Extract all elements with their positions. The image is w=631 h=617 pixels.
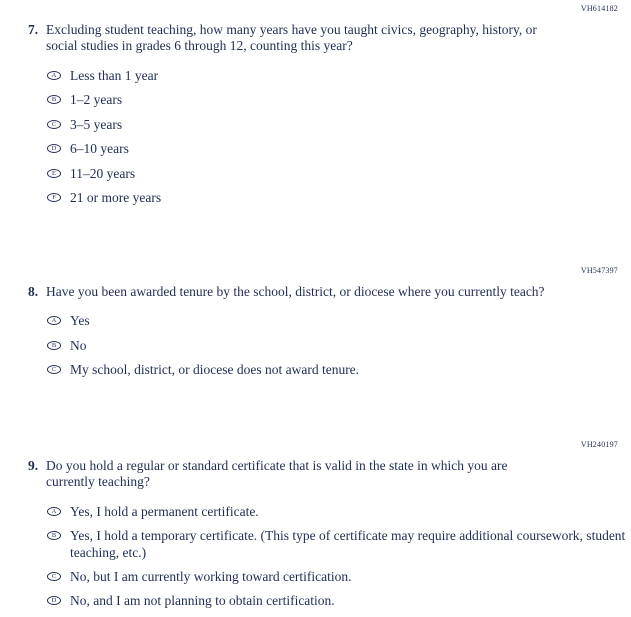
option-label: 3–5 years (70, 116, 123, 132)
answer-bubble[interactable] (47, 71, 61, 80)
answer-option (47, 92, 631, 108)
accession-code: VH240197 (580, 439, 618, 449)
answer-bubble[interactable] (47, 365, 61, 374)
bubble-letter: A (51, 507, 57, 515)
answer-option (47, 338, 631, 354)
option-label: Less than 1 year (70, 67, 159, 83)
bubble-letter: D (51, 145, 57, 153)
option-label: Yes (70, 313, 90, 329)
question-text: Do you hold a regular or standard certificate that is valid in the state in which you are currently teaching? (46, 457, 508, 490)
answer-bubble[interactable] (47, 144, 61, 153)
answer-option (47, 166, 631, 182)
answer-option (47, 190, 631, 206)
option-label: Yes, I hold a permanent certificate. (70, 503, 259, 519)
answer-option (47, 68, 631, 84)
accession-code: VH614182 (580, 4, 618, 13)
bubble-letter: C (51, 366, 57, 374)
question-number: 7. (28, 22, 39, 37)
bubble-letter: E (52, 169, 56, 177)
answer-options (0, 68, 631, 207)
option-label: Yes, I hold a temporary certificate. (This type of certificate may require additional coursework, student teaching, etc.) (70, 528, 626, 560)
answer-option (47, 141, 631, 157)
question-text: Excluding student teaching, how many years have you taught civics, geography, history, or social studies in grades 6 through 12, counting this year? (46, 22, 537, 54)
accession-code: VH547397 (580, 265, 618, 275)
answer-bubble[interactable] (47, 341, 61, 350)
answer-option (47, 504, 631, 520)
question-7 (0, 22, 631, 55)
answer-option (47, 117, 631, 133)
question-block-8 (0, 266, 631, 379)
option-label: 6–10 years (70, 141, 129, 157)
question-9 (0, 458, 631, 491)
question-block-7 (0, 4, 631, 207)
question-block-9 (0, 440, 631, 610)
option-label: No (70, 337, 87, 353)
option-label: 11–20 years (70, 165, 136, 181)
bubble-letter: A (51, 317, 57, 325)
answer-bubble[interactable] (47, 596, 61, 605)
bubble-letter: C (51, 572, 57, 580)
option-label: 21 or more years (70, 190, 162, 206)
answer-option (47, 528, 631, 561)
bubble-letter: D (51, 597, 57, 605)
answer-bubble[interactable] (47, 316, 61, 325)
questionnaire-page (0, 4, 631, 617)
option-label: My school, district, or diocese does not award tenure. (70, 362, 360, 378)
bubble-letter: B (51, 532, 57, 540)
answer-bubble[interactable] (47, 169, 61, 178)
question-number: 8. (28, 283, 39, 299)
answer-bubble[interactable] (47, 120, 61, 129)
bubble-letter: B (51, 96, 57, 104)
question-text: Have you been awarded tenure by the school, district, or diocese where you currently teach? (46, 283, 545, 299)
answer-option (47, 313, 631, 329)
bubble-letter: B (51, 341, 57, 349)
answer-option (47, 593, 631, 609)
answer-bubble[interactable] (47, 572, 61, 581)
option-label: No, and I am not planning to obtain certification. (70, 593, 335, 609)
answer-bubble[interactable] (47, 531, 61, 540)
question-number: 9. (28, 457, 39, 473)
answer-option (47, 362, 631, 378)
option-label: No, but I am currently working toward certification. (70, 568, 352, 584)
answer-options (0, 313, 631, 378)
bubble-letter: C (51, 120, 57, 128)
option-label: 1–2 years (70, 92, 123, 108)
bubble-letter: F (52, 194, 56, 202)
answer-option (47, 569, 631, 585)
answer-bubble[interactable] (47, 95, 61, 104)
answer-bubble[interactable] (47, 193, 61, 202)
question-8 (0, 284, 631, 300)
bubble-letter: A (51, 71, 57, 79)
answer-options (0, 504, 631, 610)
answer-bubble[interactable] (47, 507, 61, 516)
